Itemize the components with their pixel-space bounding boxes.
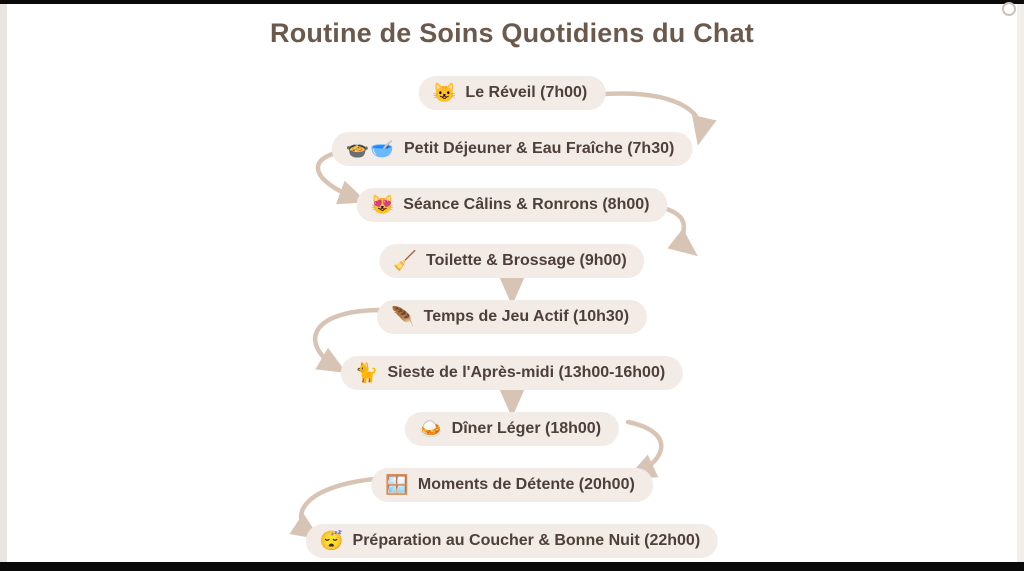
flow-node-6[interactable] [341,356,683,390]
flow-node-label: Petit Déjeuner & Eau Fraîche (7h30) [404,140,675,157]
flow-node-label: Préparation au Coucher & Bonne Nuit (22h00) [352,532,701,549]
record-indicator-icon [1002,2,1016,16]
flow-node-1[interactable] [419,76,606,110]
flow-node-label: Dîner Léger (18h00) [451,420,602,437]
flow-node-5[interactable] [377,300,647,334]
flow-node-label: Séance Câlins & Ronrons (8h00) [403,196,650,213]
food-and-water-bowls-icon: 🍲🥣 [345,138,396,160]
sleeping-cat-bed-icon: 😴 [319,530,344,552]
flowchart [0,60,1024,560]
page-title: Routine de Soins Quotidiens du Chat [270,18,754,48]
flow-node-label: Moments de Détente (20h00) [417,476,635,493]
flow-node-7[interactable] [405,412,619,446]
flow-node-2[interactable] [332,132,693,166]
bottom-edge-bar [0,562,1024,571]
sleeping-cat-face-icon: 😺 [432,82,457,104]
flow-node-label: Sieste de l'Après-midi (13h00-16h00) [387,364,666,381]
sleeping-cat-icon: 🐈 [354,362,379,384]
flow-node-label: Toilette & Brossage (9h00) [426,252,627,269]
happy-cat-face-icon: 😻 [370,194,395,216]
flow-node-label: Le Réveil (7h00) [465,84,588,101]
flow-node-3[interactable] [357,188,668,222]
feather-wand-toy-icon: 🪶 [390,306,415,328]
flow-node-4[interactable] [379,244,644,278]
flow-node-9[interactable] [306,524,718,558]
bowl-of-food-icon: 🍛 [418,418,443,440]
brush-icon: 🧹 [393,250,418,272]
flow-node-label: Temps de Jeu Actif (10h30) [423,308,630,325]
top-edge-bar [0,0,1024,4]
flow-node-8[interactable] [371,468,653,502]
window-icon: 🪟 [385,474,409,496]
